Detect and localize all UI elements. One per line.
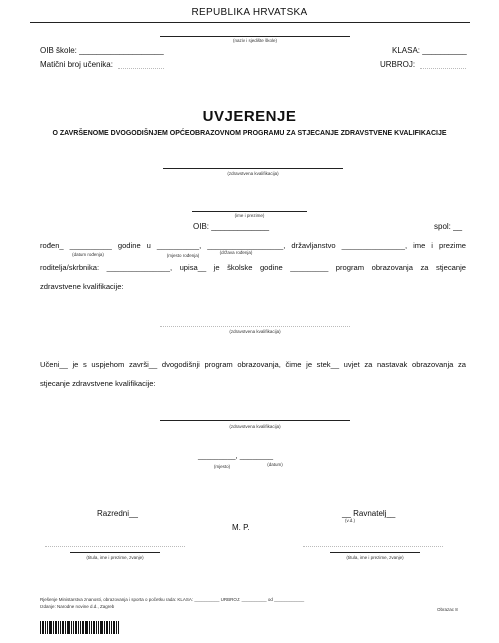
approval-text: Rješenje Ministarstva znanosti, obrazovanja i sporta o početku rada: KLASA: __________ URBROJ: __________ od ____________ (40, 597, 305, 602)
mp-label: M. P. (232, 523, 250, 532)
qualification-line (163, 168, 343, 169)
country-header: REPUBLIKA HRVATSKA (191, 7, 308, 18)
header-divider (30, 22, 470, 23)
razrednik-dotted-line (45, 546, 185, 547)
qualification-prefix: zdravstvene kvalifikacije: (40, 282, 124, 291)
school-name-line (160, 36, 350, 37)
barcode-image (40, 621, 120, 634)
maticni-broj-field (118, 68, 164, 69)
place-caption: (mjesto) (213, 464, 231, 469)
ravnatelj-caption: (titula, ime i prezime, zvanje) (346, 555, 404, 560)
printer-text: Izdanje: Narodne novine d.d., Zagreb (40, 604, 115, 609)
student-name-caption: (ime i prezime) (234, 213, 265, 218)
student-qualification-line (160, 326, 350, 327)
place-date-field: _________, ________ (198, 451, 274, 460)
completion-line: Učeni__ je s uspjehom završi__ dvogodišnji program obrazovanja, čime je stek__ uvjet za nastavak obrazovanja za (40, 360, 466, 369)
razrednik-signature-line (70, 552, 160, 553)
completion-prefix: stjecanje zdravstvene kvalifikacije: (40, 379, 156, 388)
birth-line: rođen_ __________ godine u __________, __________________, državljanstvo _______________, ime i prezime (40, 241, 466, 250)
birth-state-caption: (država rođenja) (219, 250, 253, 255)
school-oib-label: OIB škole: ___________________ (40, 46, 164, 55)
parent-line: roditelja/skrbnika: _______________, upisa__ je školske godine _________ program obrazovanja za stjecanje (40, 263, 466, 272)
birth-place-caption: (mjesto rođenja) (166, 253, 200, 258)
birth-date-caption: (datum rođenja) (72, 252, 104, 257)
completion-qualification-caption: (zdravstvena kvalifikacija) (229, 424, 281, 429)
completion-qualification-line (160, 420, 350, 421)
razrednik-label: Razredni__ (97, 509, 138, 518)
ravnatelj-label: __ Ravnatelj__ (342, 509, 396, 518)
urbroj-label: URBROJ: (380, 60, 416, 69)
student-name-line (192, 211, 307, 212)
urbroj-field (420, 68, 466, 69)
school-name-caption: (naziv i sjedište škole) (232, 38, 277, 43)
document-title: UVJERENJE (202, 108, 297, 125)
vd-caption: (v.d.) (345, 518, 355, 523)
maticni-broj-label: Matični broj učenika: (40, 60, 113, 69)
student-qualification-caption: (zdravstvena kvalifikacija) (229, 329, 281, 334)
form-number: Obrazac 8 (437, 607, 458, 612)
qualification-caption: (zdravstvena kvalifikacija) (227, 171, 279, 176)
spol-label: spol: __ (434, 222, 463, 231)
ravnatelj-dotted-line (303, 546, 443, 547)
klasa-label: KLASA: __________ (392, 46, 467, 55)
razrednik-caption: (titula, ime i prezime, zvanje) (86, 555, 144, 560)
document-subtitle: O ZAVRŠENOME DVOGODIŠNJEM OPĆEOBRAZOVNOM PROGRAMU ZA STJECANJE ZDRAVSTVENE KVALIFIKACIJE (52, 130, 447, 137)
student-oib-label: OIB: _____________ (193, 222, 270, 231)
ravnatelj-signature-line (330, 552, 420, 553)
date-caption: (datum) (267, 462, 283, 467)
